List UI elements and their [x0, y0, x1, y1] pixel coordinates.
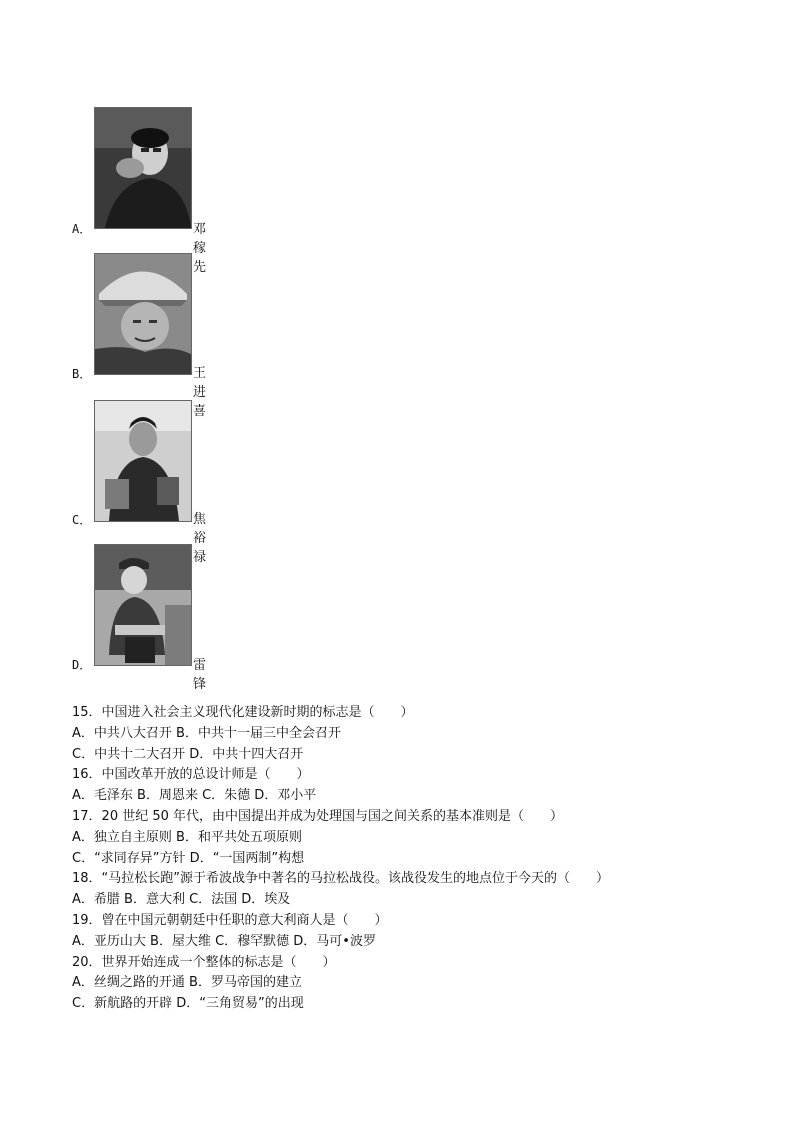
question-19-options: A．亚历山大 B．屋大维 C．穆罕默德 D．马可•波罗 — [72, 933, 376, 949]
question-18-stem: 18．“马拉松长跑”源于希波战争中著名的马拉松战役。该战役发生的地点位于今天的（ ） — [72, 871, 610, 887]
question-15-stem: 15．中国进入社会主义现代化建设新时期的标志是（ ） — [72, 705, 414, 720]
question-16-stem: 16．中国改革开放的总设计师是（ ） — [72, 767, 310, 783]
option-name: 雷锋 — [193, 658, 207, 692]
question-17-options-1: A．独立自主原则 B．和平共处五项原则 — [72, 829, 302, 845]
option-letter: A． — [72, 222, 92, 236]
option-letter: B． — [72, 367, 92, 381]
question-15-options-1: A．中共八大召开 B．中共十一届三中全会召开 — [72, 725, 341, 741]
question-19-stem: 19．曾在中国元朝朝廷中任职的意大利商人是（ ） — [72, 912, 388, 928]
portrait-photo — [94, 107, 192, 229]
option-name: 邓稼先 — [193, 222, 207, 275]
portrait-photo — [94, 544, 192, 666]
option-name: 王进喜 — [193, 366, 207, 419]
question-15-options-2: C．中共十二大召开 D．中共十四大召开 — [72, 746, 304, 762]
portrait-photo — [94, 400, 192, 522]
option-letter: D． — [72, 658, 92, 672]
question-20-options-2: C．新航路的开辟 D．“三角贸易”的出现 — [72, 996, 304, 1012]
option-letter: C． — [72, 513, 92, 527]
question-20-stem: 20．世界开始连成一个整体的标志是（ ） — [72, 954, 336, 970]
option-name: 焦裕禄 — [193, 512, 207, 565]
portrait-photo — [94, 253, 192, 375]
question-18-options: A．希腊 B．意大利 C．法国 D．埃及 — [72, 892, 291, 908]
question-20-options-1: A．丝绸之路的开通 B．罗马帝国的建立 — [72, 975, 302, 991]
question-17-options-2: C．“求同存异”方针 D．“一国两制”构想 — [72, 850, 305, 866]
question-16-options: A．毛泽东 B．周恩来 C．朱德 D．邓小平 — [72, 788, 317, 804]
questions-block — [72, 703, 752, 1015]
question-17-stem: 17．20 世纪 50 年代，由中国提出并成为处理国与国之间关系的基本准则是（ ） — [72, 808, 564, 824]
